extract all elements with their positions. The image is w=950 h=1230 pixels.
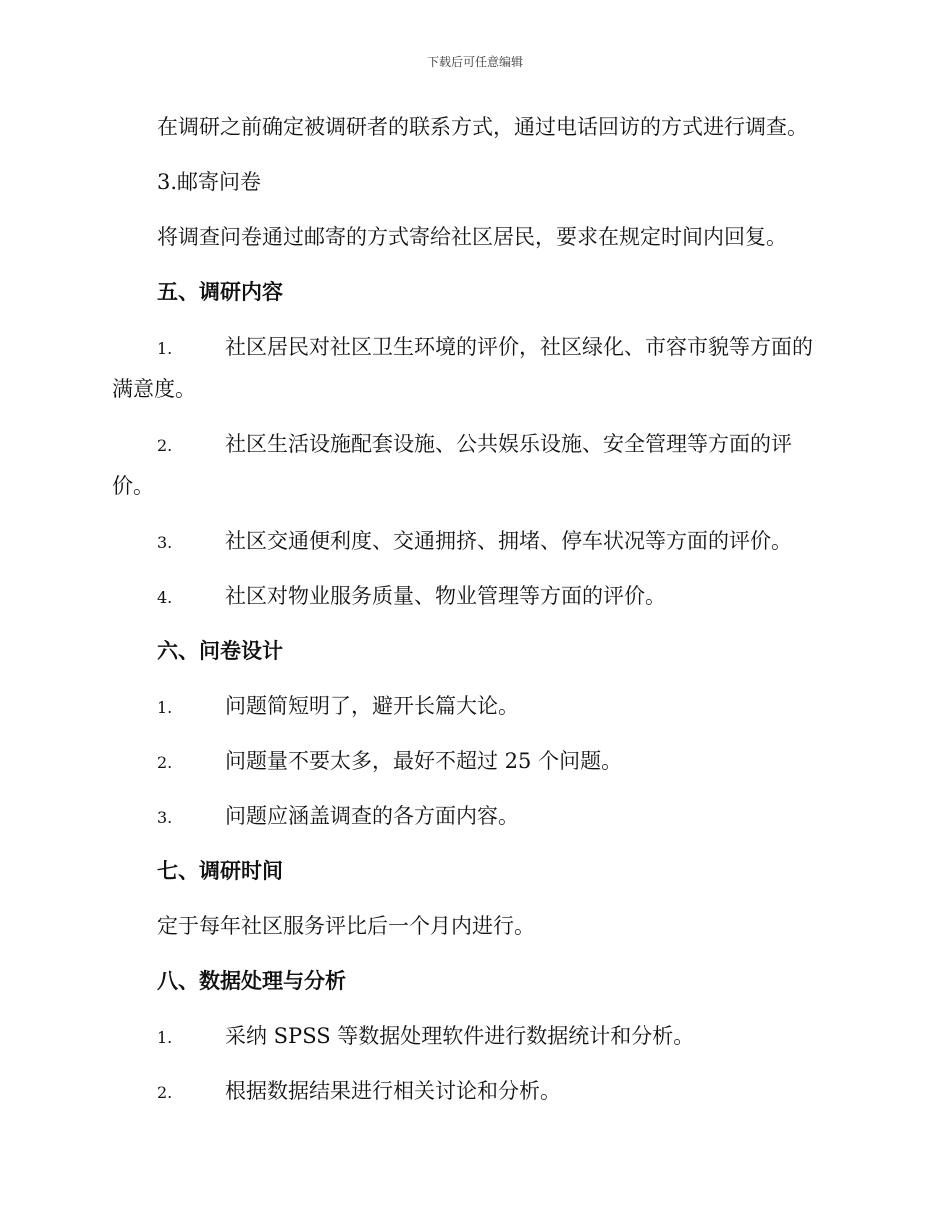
method-subheading xyxy=(112,161,838,203)
list-item xyxy=(112,1015,838,1057)
heading-text: 六、问卷设计 xyxy=(157,638,283,663)
list-item-line xyxy=(112,520,838,562)
heading-text: 七、调研时间 xyxy=(157,858,283,883)
body-paragraph xyxy=(112,905,838,947)
list-item-text: 社区对物业服务质量、物业管理等方面的评价。 xyxy=(225,584,666,608)
list-item xyxy=(112,575,838,617)
list-number: 3. xyxy=(157,808,173,827)
section-heading xyxy=(112,850,838,892)
list-item-continuation: 满意度。 xyxy=(112,377,196,401)
list-item-text: 社区生活设施配套设施、公共娱乐设施、安全管理等方面的评 xyxy=(225,432,792,456)
section-heading xyxy=(112,630,838,672)
paragraph-text: 将调查问卷通过邮寄的方式寄给社区居民，要求在规定时间内回复。 xyxy=(157,225,787,249)
list-item-line xyxy=(112,685,838,727)
list-item xyxy=(112,520,838,562)
list-item xyxy=(112,326,838,410)
list-item xyxy=(112,795,838,837)
list-item-continuation: 价。 xyxy=(112,474,154,498)
list-number: 1. xyxy=(157,339,173,358)
list-number: 2. xyxy=(157,753,173,772)
list-item-line xyxy=(112,423,838,465)
list-item-text: 社区居民对社区卫生环境的评价，社区绿化、市容市貌等方面的 xyxy=(225,335,813,359)
list-item-text: 问题应涵盖调查的各方面内容。 xyxy=(225,804,519,828)
page-header-note: 下载后可任意编辑 xyxy=(426,55,523,69)
intro-paragraph xyxy=(112,106,838,148)
heading-text: 五、调研内容 xyxy=(157,279,283,304)
list-item-line xyxy=(112,740,838,782)
paragraph-text: 在调研之前确定被调研者的联系方式，通过电话回访的方式进行调查。 xyxy=(157,115,808,139)
list-item xyxy=(112,685,838,727)
list-item xyxy=(112,740,838,782)
list-item-text: 采纳 SPSS 等数据处理软件进行数据统计和分析。 xyxy=(225,1024,695,1048)
list-item-line xyxy=(112,1070,838,1112)
heading-text: 八、数据处理与分析 xyxy=(157,968,346,993)
list-item-line xyxy=(112,795,838,837)
list-item xyxy=(112,1070,838,1112)
paragraph-text: 定于每年社区服务评比后一个月内进行。 xyxy=(157,914,535,938)
list-number: 2. xyxy=(157,1083,173,1102)
list-item-text: 问题简短明了，避开长篇大论。 xyxy=(225,694,519,718)
list-item-text: 社区交通便利度、交通拥挤、拥堵、停车状况等方面的评价。 xyxy=(225,529,792,553)
intro-paragraph xyxy=(112,216,838,258)
list-number: 3. xyxy=(157,533,173,552)
list-number: 2. xyxy=(157,436,173,455)
document-body xyxy=(112,106,838,1125)
list-number: 1. xyxy=(157,1028,173,1047)
list-item-text: 根据数据结果进行相关讨论和分析。 xyxy=(225,1079,561,1103)
list-item-line xyxy=(112,575,838,617)
section-heading xyxy=(112,271,838,313)
list-item-line xyxy=(112,1015,838,1057)
list-item-text: 问题量不要太多，最好不超过 25 个问题。 xyxy=(225,749,623,773)
list-item-line xyxy=(112,326,838,368)
list-item xyxy=(112,423,838,507)
list-number: 4. xyxy=(157,588,173,607)
list-number: 1. xyxy=(157,698,173,717)
section-heading xyxy=(112,960,838,1002)
paragraph-text: 3.邮寄问卷 xyxy=(157,170,262,194)
